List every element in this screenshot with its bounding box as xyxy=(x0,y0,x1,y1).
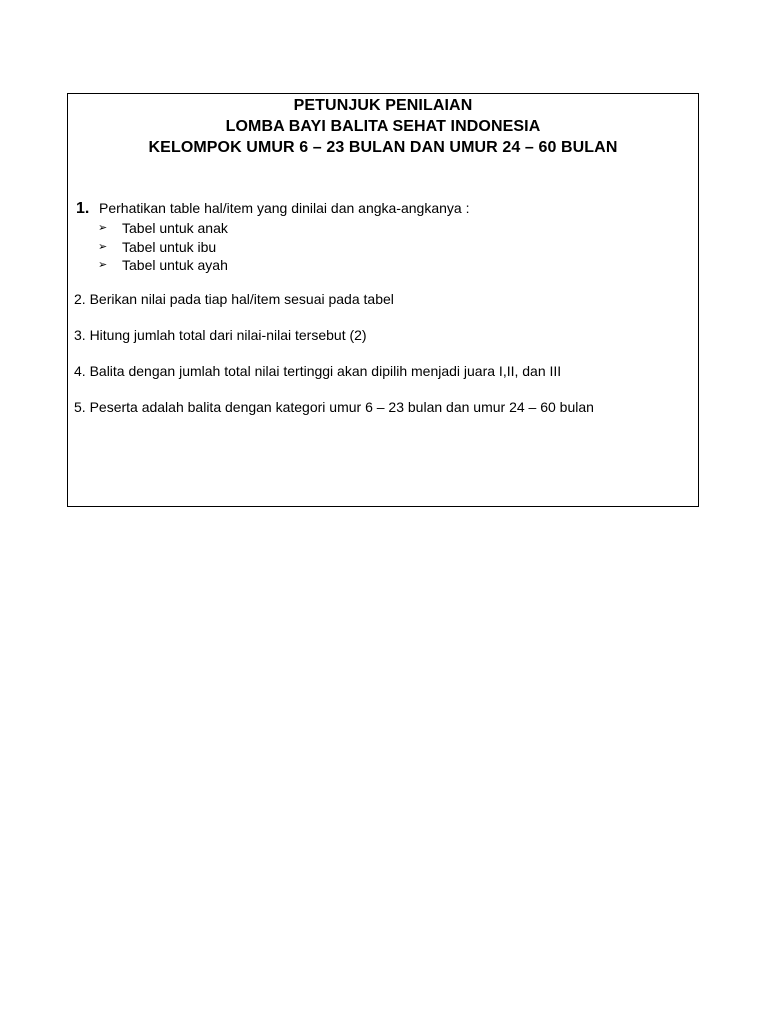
instruction-item-3: 3. Hitung jumlah total dari nilai-nilai tersebut (2) xyxy=(74,327,367,343)
arrow-bullet-icon: ➢ xyxy=(98,240,108,253)
item-number: 1. xyxy=(76,200,90,217)
title-line-2: LOMBA BAYI BALITA SEHAT INDONESIA xyxy=(225,118,541,135)
instruction-item-1 xyxy=(76,200,469,275)
sub-item-text: Tabel untuk anak xyxy=(122,220,228,236)
instruction-item-4: 4. Balita dengan jumlah total nilai tertinggi akan dipilih menjadi juara I,II, dan III xyxy=(74,363,562,379)
title-line-1: PETUNJUK PENILAIAN xyxy=(293,97,473,114)
document-header xyxy=(68,95,698,158)
sub-item-text: Tabel untuk ibu xyxy=(122,238,217,255)
arrow-bullet-icon: ➢ xyxy=(98,259,108,271)
arrow-bullet-icon: ➢ xyxy=(98,222,108,234)
sub-item-text: Tabel untuk ayah xyxy=(122,257,228,273)
title-line-3: KELOMPOK UMUR 6 – 23 BULAN DAN UMUR 24 – 60 BULAN xyxy=(148,139,618,156)
instruction-box xyxy=(67,93,699,507)
item-text: Perhatikan table hal/item yang dinilai dan angka-angkanya : xyxy=(99,200,470,216)
list-item xyxy=(98,219,469,238)
list-item xyxy=(98,238,469,257)
sub-list xyxy=(98,219,469,275)
instruction-item-5: 5. Peserta adalah balita dengan kategori umur 6 – 23 bulan dan umur 24 – 60 bulan xyxy=(74,399,594,415)
list-item xyxy=(98,256,469,275)
instruction-item-2: 2. Berikan nilai pada tiap hal/item sesuai pada tabel xyxy=(74,291,394,307)
